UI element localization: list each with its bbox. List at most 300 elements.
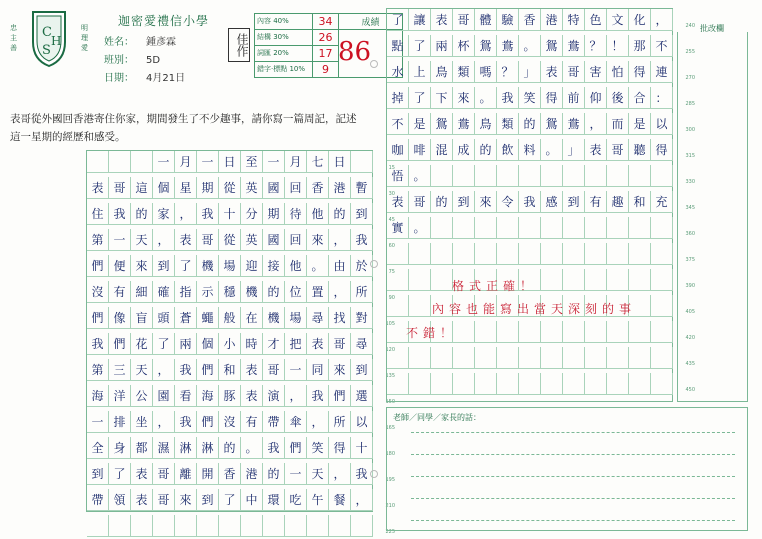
line-number: 420 <box>685 335 695 341</box>
grid-cell: 害 <box>585 61 607 83</box>
grid-cell <box>541 347 563 369</box>
grid-cell: 的 <box>329 203 351 225</box>
grid-cell <box>409 269 431 291</box>
grid-cell <box>519 243 541 265</box>
grid-cell: 連 <box>651 61 673 83</box>
grid-row <box>87 437 395 459</box>
svg-text:忠: 忠 <box>10 24 17 32</box>
grid-cell <box>431 347 453 369</box>
grid-cell: 海 <box>87 385 109 407</box>
score-label: 內容 40% <box>255 14 313 30</box>
grid-cell <box>607 373 629 395</box>
svg-text:H: H <box>51 34 62 48</box>
grid-cell: ， <box>329 281 351 303</box>
grid-cell: 哥 <box>153 489 175 511</box>
score-label: 結構 30% <box>255 30 313 46</box>
grid-cell: 我 <box>175 359 197 381</box>
grid-cell: 哥 <box>197 229 219 251</box>
grid-row <box>387 373 695 395</box>
grid-cell: 園 <box>153 385 175 407</box>
grid-cell: 哥 <box>563 61 585 83</box>
line-number: 105 <box>385 321 395 327</box>
grid-cell: 把 <box>285 333 307 355</box>
grid-cell <box>651 243 673 265</box>
grid-cell: 便 <box>109 255 131 277</box>
svg-text:S: S <box>42 43 51 58</box>
grid-cell: 兩 <box>175 333 197 355</box>
svg-text:善: 善 <box>10 44 17 52</box>
line-number: 285 <box>685 101 695 107</box>
grid-cell: ， <box>307 411 329 433</box>
grid-cell: 對 <box>351 307 373 329</box>
binder-hole <box>370 60 378 68</box>
class-value: 5D <box>146 55 161 66</box>
grid-cell <box>497 321 519 343</box>
grid-cell <box>453 217 475 239</box>
grid-cell: 悟 <box>387 165 409 187</box>
grid-cell: 尋 <box>351 333 373 355</box>
grid-cell: 我 <box>87 333 109 355</box>
grid-cell: 化 <box>629 9 651 31</box>
svg-text:理: 理 <box>81 34 88 42</box>
name-label: 姓名： <box>104 37 134 48</box>
score-value: 26 <box>313 30 339 46</box>
merit-stamp: 佳作 <box>228 28 250 62</box>
grid-cell: 環 <box>263 489 285 511</box>
grid-cell: 港 <box>329 177 351 199</box>
grid-cell <box>431 373 453 395</box>
grid-cell: 濕 <box>153 437 175 459</box>
binder-hole <box>370 470 378 478</box>
grid-cell: 才 <box>263 333 285 355</box>
line-number: 75 <box>388 269 395 275</box>
line-number: 165 <box>385 425 395 431</box>
grid-cell: 回 <box>285 229 307 251</box>
grid-cell <box>475 321 497 343</box>
grid-row <box>387 217 695 239</box>
grid-cell: 哥 <box>263 359 285 381</box>
grid-cell: 第 <box>87 359 109 381</box>
grid-cell: 不 <box>651 35 673 57</box>
grid-row <box>387 9 695 31</box>
grid-row <box>87 411 395 433</box>
grid-cell: 淋 <box>197 437 219 459</box>
line-number: 210 <box>385 503 395 509</box>
grid-cell: 分 <box>241 203 263 225</box>
grid-cell: 哥 <box>607 139 629 161</box>
grid-cell: ， <box>351 489 373 511</box>
grid-cell: 哥 <box>453 9 475 31</box>
grid-cell: 表 <box>585 139 607 161</box>
grid-cell: 我 <box>307 385 329 407</box>
grid-cell: 的 <box>219 437 241 459</box>
grid-cell: 選 <box>351 385 373 407</box>
grid-cell: 鴛 <box>541 35 563 57</box>
grid-cell: 穩 <box>219 281 241 303</box>
grid-cell <box>651 269 673 291</box>
grid-cell <box>629 217 651 239</box>
grid-cell <box>475 165 497 187</box>
score-value: 17 <box>313 46 339 62</box>
line-number: 30 <box>388 191 395 197</box>
grid-cell: 飲 <box>497 139 519 161</box>
grid-cell: 們 <box>285 437 307 459</box>
grid-cell <box>351 151 373 173</box>
grid-cell: 日 <box>219 151 241 173</box>
grid-cell: 同 <box>307 359 329 381</box>
grid-cell <box>263 515 285 537</box>
grid-cell: 來 <box>307 229 329 251</box>
grid-cell: 身 <box>109 437 131 459</box>
grid-cell: 令 <box>497 191 519 213</box>
line-number: 300 <box>685 127 695 133</box>
grid-cell: 表 <box>131 463 153 485</box>
essay-prompt: 表哥從外國回香港寄住你家，期間發生了不少趣事，請你寫一篇周記，記述這一星期的經歷和感受。 <box>10 113 357 143</box>
grid-cell: 機 <box>241 281 263 303</box>
grid-cell <box>453 243 475 265</box>
grid-cell: 成 <box>453 139 475 161</box>
grid-cell: 都 <box>131 437 153 459</box>
grid-cell <box>197 515 219 537</box>
feedback-label: 老師／同學／家長的話： <box>393 413 481 422</box>
grid-cell: ， <box>175 203 197 225</box>
grid-cell: 所 <box>329 411 351 433</box>
grid-cell <box>497 165 519 187</box>
svg-text:C: C <box>42 25 52 40</box>
grid-cell: 」 <box>519 61 541 83</box>
grid-cell <box>497 217 519 239</box>
grid-cell: 中 <box>241 489 263 511</box>
grid-cell: 帶 <box>263 411 285 433</box>
grid-cell: 表 <box>87 177 109 199</box>
grid-cell: 我 <box>263 437 285 459</box>
grid-cell: 確 <box>153 281 175 303</box>
grid-cell: 一 <box>285 359 307 381</box>
grid-cell: 了 <box>409 87 431 109</box>
grid-cell: 的 <box>131 203 153 225</box>
grid-cell <box>387 373 409 395</box>
grid-cell <box>131 515 153 537</box>
grid-cell <box>585 165 607 187</box>
svg-text:主: 主 <box>10 34 17 42</box>
grid-cell <box>585 217 607 239</box>
grid-cell: 表 <box>241 359 263 381</box>
svg-text:愛: 愛 <box>81 44 88 52</box>
grid-cell: 以 <box>351 411 373 433</box>
grid-cell <box>629 269 651 291</box>
grid-cell: 般 <box>219 307 241 329</box>
line-number: 345 <box>685 205 695 211</box>
grid-cell: 料 <box>519 139 541 161</box>
line-number: 60 <box>388 243 395 249</box>
grid-row <box>87 203 395 225</box>
grid-cell: 表 <box>175 229 197 251</box>
grid-cell: 得 <box>541 87 563 109</box>
grid-cell: 港 <box>241 463 263 485</box>
grid-cell: 坐 <box>131 411 153 433</box>
grid-cell: 啡 <box>409 139 431 161</box>
grid-cell: 點 <box>387 35 409 57</box>
grid-cell: 鴦 <box>453 113 475 135</box>
grid-cell: 到 <box>153 255 175 277</box>
grid-cell: 以 <box>651 113 673 135</box>
grid-cell: 找 <box>329 307 351 329</box>
grid-cell <box>475 373 497 395</box>
grid-cell <box>607 321 629 343</box>
grid-cell <box>541 373 563 395</box>
grid-cell: 一 <box>263 151 285 173</box>
grid-cell: 趣 <box>607 191 629 213</box>
grid-cell: 前 <box>563 87 585 109</box>
grid-cell: 細 <box>131 281 153 303</box>
grid-cell <box>651 321 673 343</box>
grid-cell <box>585 347 607 369</box>
grid-cell: 們 <box>329 385 351 407</box>
grid-cell: 仰 <box>585 87 607 109</box>
grid-cell: 沒 <box>219 411 241 433</box>
grid-cell: 港 <box>541 9 563 31</box>
feedback-line <box>411 476 735 477</box>
grid-row <box>87 333 395 355</box>
grid-cell: 得 <box>651 139 673 161</box>
grid-row <box>387 87 695 109</box>
grid-cell: 回 <box>285 177 307 199</box>
feedback-line <box>411 520 735 521</box>
grid-cell: 」 <box>563 139 585 161</box>
line-number: 195 <box>385 477 395 483</box>
grid-cell: 蠅 <box>197 307 219 329</box>
line-number: 315 <box>685 153 695 159</box>
grid-cell: 一 <box>197 151 219 173</box>
grid-cell: 有 <box>585 191 607 213</box>
grid-cell: 。 <box>307 255 329 277</box>
grid-cell: 在 <box>241 307 263 329</box>
grid-cell: 三 <box>109 359 131 381</box>
grid-cell <box>607 269 629 291</box>
grid-cell: 了 <box>219 489 241 511</box>
grid-cell <box>109 151 131 173</box>
grid-row <box>87 359 395 381</box>
line-number: 390 <box>685 283 695 289</box>
grid-row <box>387 191 695 213</box>
grid-cell <box>387 243 409 265</box>
result-label: 成績 <box>339 14 403 30</box>
grid-cell <box>651 347 673 369</box>
grid-cell: 像 <box>109 307 131 329</box>
grid-cell: 我 <box>351 463 373 485</box>
grid-cell: 是 <box>409 113 431 135</box>
grid-cell <box>109 515 131 537</box>
right-writing-grid <box>386 8 695 402</box>
grid-cell <box>453 347 475 369</box>
grid-cell <box>87 515 109 537</box>
grid-row <box>387 35 695 57</box>
score-value: 9 <box>313 62 339 78</box>
date-value: 4月21日 <box>146 73 186 84</box>
grid-cell: 來 <box>453 87 475 109</box>
grid-cell: ， <box>153 359 175 381</box>
grid-cell: 待 <box>285 203 307 225</box>
teacher-comment-line: 格式正確！ <box>452 279 538 293</box>
grid-cell <box>519 347 541 369</box>
grid-cell: ， <box>153 411 175 433</box>
grid-cell: 怕 <box>607 61 629 83</box>
grid-cell: 於 <box>351 255 373 277</box>
grid-cell: 哥 <box>109 177 131 199</box>
grid-cell <box>629 165 651 187</box>
line-number: 120 <box>385 347 395 353</box>
grid-cell: 笑 <box>307 437 329 459</box>
grid-cell <box>351 515 373 537</box>
grid-cell: 。 <box>409 165 431 187</box>
grid-cell: 期 <box>263 203 285 225</box>
grid-cell <box>285 515 307 537</box>
grid-cell: 月 <box>175 151 197 173</box>
grid-cell <box>629 321 651 343</box>
grid-cell: 聽 <box>629 139 651 161</box>
grid-cell: 鴦 <box>563 113 585 135</box>
grid-cell: 有 <box>109 281 131 303</box>
grid-cell <box>563 373 585 395</box>
grid-cell: 上 <box>409 61 431 83</box>
school-name: 迦密愛禮信小學 <box>118 14 210 28</box>
grid-cell: 吃 <box>285 489 307 511</box>
grid-cell: 帶 <box>87 489 109 511</box>
student-name: 鍾彥霖 <box>146 37 176 48</box>
line-number: 270 <box>685 75 695 81</box>
grid-cell: 文 <box>607 9 629 31</box>
grid-row <box>87 489 395 511</box>
grid-cell: 兩 <box>431 35 453 57</box>
grid-cell: 場 <box>285 307 307 329</box>
grid-cell: 和 <box>629 191 651 213</box>
grid-cell <box>387 295 409 317</box>
grid-cell: 的 <box>519 113 541 135</box>
grid-cell: 公 <box>131 385 153 407</box>
binder-hole <box>370 260 378 268</box>
grid-cell: 這 <box>131 177 153 199</box>
grid-row <box>87 385 395 407</box>
grid-cell <box>497 373 519 395</box>
grid-row <box>87 255 395 277</box>
grid-cell: 的 <box>475 139 497 161</box>
grid-cell: 花 <box>131 333 153 355</box>
grid-cell: 日 <box>329 151 351 173</box>
grid-cell: 小 <box>219 333 241 355</box>
grid-cell: 到 <box>351 203 373 225</box>
grid-cell: 英 <box>241 177 263 199</box>
grid-cell: 一 <box>87 411 109 433</box>
grid-cell: 表 <box>387 191 409 213</box>
grid-cell <box>453 373 475 395</box>
grid-row <box>87 307 395 329</box>
grid-cell: 和 <box>219 359 241 381</box>
grid-cell: 離 <box>175 463 197 485</box>
grid-cell: 們 <box>109 333 131 355</box>
class-label: 班別： <box>104 55 134 66</box>
grid-cell <box>651 295 673 317</box>
grid-cell <box>409 295 431 317</box>
grid-cell <box>541 321 563 343</box>
grid-cell: 場 <box>219 255 241 277</box>
grid-cell: 天 <box>307 463 329 485</box>
grid-cell: 天 <box>131 359 153 381</box>
grid-cell <box>607 165 629 187</box>
grid-cell: 指 <box>175 281 197 303</box>
grid-cell <box>409 373 431 395</box>
grid-cell: 實 <box>387 217 409 239</box>
line-number: 135 <box>385 373 395 379</box>
line-number: 180 <box>385 451 395 457</box>
grid-row <box>87 463 395 485</box>
grid-cell: 沒 <box>87 281 109 303</box>
grid-cell: ？ <box>497 61 519 83</box>
grid-cell <box>453 165 475 187</box>
grid-cell <box>585 321 607 343</box>
grid-cell: 而 <box>607 113 629 135</box>
grid-cell <box>87 151 109 173</box>
grid-cell <box>607 243 629 265</box>
grid-cell: 至 <box>241 151 263 173</box>
grid-cell: 得 <box>629 61 651 83</box>
school-logo-icon <box>6 8 92 70</box>
grid-cell: 十 <box>351 437 373 459</box>
grid-cell: 來 <box>475 191 497 213</box>
grid-cell: 笑 <box>519 87 541 109</box>
grid-cell <box>519 165 541 187</box>
grid-cell: 不 <box>387 113 409 135</box>
grid-cell: 。 <box>475 87 497 109</box>
grid-cell <box>497 243 519 265</box>
line-number: 225 <box>385 529 395 535</box>
grid-cell <box>607 217 629 239</box>
grid-cell: 鴛 <box>431 113 453 135</box>
grid-cell: 杯 <box>453 35 475 57</box>
grid-cell <box>651 373 673 395</box>
grid-cell: 了 <box>109 463 131 485</box>
grid-cell: ， <box>329 229 351 251</box>
grid-cell <box>585 373 607 395</box>
grid-cell: ！ <box>607 35 629 57</box>
grid-cell <box>541 243 563 265</box>
grid-cell <box>519 217 541 239</box>
grid-cell: 鳥 <box>475 113 497 135</box>
grid-cell: 合 <box>629 87 651 109</box>
grid-cell: 豚 <box>219 385 241 407</box>
grid-cell: 月 <box>285 151 307 173</box>
grid-cell: ： <box>651 87 673 109</box>
grid-cell: 傘 <box>285 411 307 433</box>
grid-cell: 家 <box>153 203 175 225</box>
grid-cell <box>329 515 351 537</box>
grid-cell: 迎 <box>241 255 263 277</box>
grid-cell: 演 <box>263 385 285 407</box>
grid-cell: 期 <box>197 177 219 199</box>
grid-cell: 有 <box>241 411 263 433</box>
grid-cell <box>563 165 585 187</box>
grid-cell: 天 <box>131 229 153 251</box>
grid-row <box>387 113 695 135</box>
grid-cell: 從 <box>219 177 241 199</box>
grid-cell: 由 <box>329 255 351 277</box>
grid-cell: 頭 <box>153 307 175 329</box>
grid-cell: 後 <box>607 87 629 109</box>
grid-cell <box>431 217 453 239</box>
grid-cell: 尋 <box>307 307 329 329</box>
grid-row <box>387 243 695 265</box>
grid-cell: 餐 <box>329 489 351 511</box>
grid-cell: 表 <box>131 489 153 511</box>
